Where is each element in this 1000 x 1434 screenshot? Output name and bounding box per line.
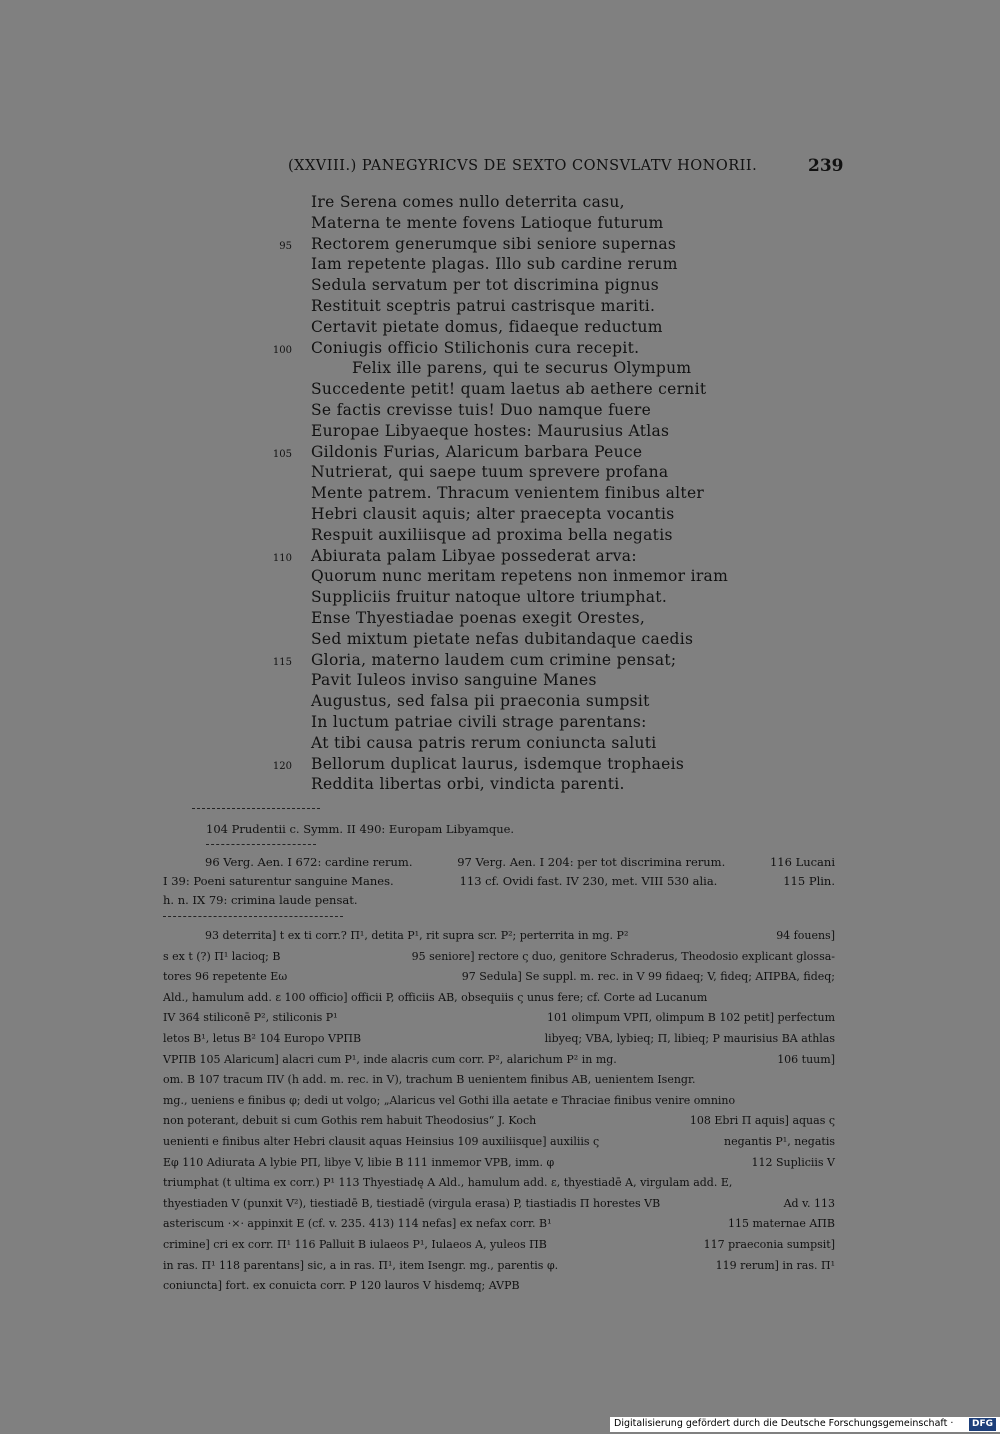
- verse-line: [0, 380, 1000, 401]
- apparatus-line: [163, 1011, 835, 1032]
- verse-text: Sedula servatum per tot discrimina pignus: [311, 276, 660, 295]
- source-line: [163, 874, 835, 893]
- apparatus-entry: 108 Ebri Π aquis] aquas ς: [689, 1114, 835, 1128]
- verse-text: Respuit auxiliisque ad proxima bella negatis: [311, 525, 673, 544]
- apparatus-line: [163, 1156, 835, 1177]
- footer-bar: [610, 1417, 1000, 1432]
- apparatus-entry: 101 olimpum VPΠ, olimpum B 102 petit] perfectum: [547, 1011, 835, 1025]
- source-note: 96 Verg. Aen. I 672: cardine rerum.: [205, 855, 413, 869]
- verse-line: [0, 318, 1000, 339]
- verse-text: Nutrierat, qui saepe tuum sprevere profana: [311, 463, 669, 482]
- page-header: [0, 158, 1000, 182]
- verse-line: [0, 463, 1000, 484]
- verse-line: [0, 526, 1000, 547]
- apparatus-line: [163, 1135, 835, 1156]
- verse-line: [0, 276, 1000, 297]
- verse-number: 105: [272, 448, 292, 460]
- apparatus-line: [163, 991, 835, 1012]
- apparatus-entry: letos B¹, letus B² 104 Europo VPΠB: [163, 1031, 362, 1045]
- source-line: [163, 855, 835, 874]
- verse-text: Felix ille parens, qui te securus Olympum: [352, 359, 692, 378]
- verse-number: 115: [272, 656, 292, 668]
- apparatus-line: [163, 1176, 835, 1197]
- verse-text: Pavit Iuleos inviso sanguine Manes: [311, 671, 597, 690]
- verse-number: 95: [279, 240, 292, 252]
- apparatus-entry: 106 tuum]: [777, 1052, 835, 1066]
- verse-text: Rectorem generumque sibi seniore supernas: [311, 234, 677, 253]
- running-title: (XXVIII.) PANEGYRICVS DE SEXTO CONSVLATV HONORII.: [288, 158, 758, 174]
- apparatus-line: [163, 1259, 835, 1280]
- source-note: 115 Plin.: [783, 874, 835, 888]
- separator-rule: [206, 844, 316, 845]
- verse-line: [0, 505, 1000, 526]
- verse-text: Succedente petit! quam laetus ab aethere cernit: [311, 380, 707, 399]
- apparatus-line: [163, 970, 835, 991]
- apparatus-entry: 95 seniore] rectore ς duo, genitore Schraderus, Theodosio explicant glossa-: [411, 949, 835, 963]
- verse-number: 120: [272, 760, 292, 772]
- verse-text: Ense Thyestiadae poenas exegit Orestes,: [311, 609, 646, 627]
- verse-line: [0, 609, 1000, 630]
- verse-text: Coniugis officio Stilichonis cura recepit.: [311, 338, 640, 357]
- apparatus-line: [163, 1094, 835, 1115]
- verse-text: Quorum nunc meritam repetens non inmemor iram: [311, 567, 729, 586]
- apparatus-entry: libyeq; VBA, lybieq; Π, libieq; P maurisius BA athlas: [544, 1031, 835, 1045]
- apparatus-line: [163, 950, 835, 971]
- verse-text: Sed mixtum pietate nefas dubitandaque caedis: [311, 629, 694, 648]
- funding-credit: Digitalisierung gefördert durch die Deutsche Forschungsgemeinschaft ·: [614, 1418, 954, 1429]
- apparatus-line: [163, 1114, 835, 1135]
- apparatus-entry: om. B 107 tracum ΠV (h add. m. rec. in V), trachum B uenientem finibus AB, uenientem Isengr.: [163, 1073, 696, 1087]
- verse-line: [0, 235, 1000, 256]
- verse-text: Bellorum duplicat laurus, isdemque trophaeis: [311, 754, 685, 773]
- apparatus-entry: negantis P¹, negatis: [724, 1134, 835, 1148]
- source-note: 116 Lucani: [769, 855, 835, 869]
- verse-line: [0, 297, 1000, 318]
- verse-text: At tibi causa patris rerum coniuncta saluti: [311, 733, 657, 752]
- apparatus-line: [163, 1073, 835, 1094]
- verse-text: Restituit sceptris patrui castrisque mariti.: [311, 297, 656, 315]
- verse-text: Gloria, materno laudem cum crimine pensat;: [311, 650, 677, 669]
- verse-line: [0, 359, 1000, 380]
- verse-text: Ire Serena comes nullo deterrita casu,: [311, 193, 625, 211]
- apparatus-entry: 94 fouens]: [776, 929, 835, 942]
- verse-line: [0, 692, 1000, 713]
- apparatus-entry: IV 364 stiliconē P², stiliconis P¹: [163, 1011, 338, 1025]
- verse-line: [0, 671, 1000, 692]
- apparatus-entry: non poterant, debuit si cum Gothis rem habuit Theodosius“ J. Koch: [163, 1114, 537, 1128]
- verse-line: [0, 755, 1000, 776]
- apparatus-entry: crimine] cri ex corr. Π¹ 116 Palluit B iulaeos P¹, Iulaeos A, yuleos ΠB: [163, 1237, 547, 1251]
- verse-line: [0, 339, 1000, 360]
- source-note: 113 cf. Ovidi fast. IV 230, met. VIII 530 alia.: [459, 874, 718, 888]
- apparatus-line: [163, 1197, 835, 1218]
- verse-line: [0, 713, 1000, 734]
- verse-text: Certavit pietate domus, fidaeque reductum: [311, 317, 663, 336]
- apparatus-line: [163, 1032, 835, 1053]
- verse-line: [0, 775, 1000, 796]
- apparatus-line: [163, 1238, 835, 1259]
- verse-text: Hebri clausit aquis; alter praecepta vocantis: [311, 505, 675, 523]
- verse-line: [0, 567, 1000, 588]
- apparatus-entry: mg., ueniens e finibus φ; dedi ut volgo; „Alaricus vel Gothi illa aetate e Thraciae finibus venire omnino: [163, 1093, 736, 1107]
- apparatus-entry: Ald., hamulum add. ε 100 officio] officii P, officiis AB, obsequiis ς unus fere; cf. Corte ad Lucanum: [163, 990, 708, 1004]
- verse-text: Se factis crevisse tuis! Duo namque fuere: [311, 401, 652, 419]
- apparatus-entry: 119 rerum] in ras. Π¹: [715, 1258, 835, 1272]
- source-note: h. n. IX 79: crimina laude pensat.: [163, 893, 358, 907]
- verse-text: Europae Libyaeque hostes: Maurusius Atlas: [311, 421, 670, 440]
- verse-line: [0, 255, 1000, 276]
- apparatus-entry: Eφ 110 Adiurata A lybie PΠ, libye V, libie B 111 inmemor VPB, imm. φ: [163, 1155, 555, 1169]
- apparatus-line: [163, 929, 835, 950]
- verse-text: Reddita libertas orbi, vindicta parenti.: [311, 775, 625, 794]
- separator-rule: [163, 916, 343, 917]
- verse-text: Augustus, sed falsa pii praeconia sumpsit: [311, 692, 650, 711]
- separator-rule: [192, 808, 320, 809]
- critical-apparatus: [163, 929, 835, 1300]
- apparatus-entry: triumphat (t ultima ex corr.) P¹ 113 Thyestiadę A Ald., hamulum add. ε, thyestiadē A, virgulam add. E,: [163, 1176, 733, 1190]
- verse-number: 100: [272, 344, 292, 356]
- verse-text: In luctum patriae civili strage parentans:: [311, 713, 647, 731]
- apparatus-entry: uenienti e finibus alter Hebri clausit aquas Heinsius 109 auxiliisque] auxiliis ς: [163, 1134, 600, 1148]
- apparatus-entry: 112 Supliciis V: [751, 1155, 835, 1169]
- apparatus-line: [163, 1217, 835, 1238]
- page-number: 239: [808, 156, 844, 176]
- apparatus-entry: Ad v. 113: [783, 1196, 835, 1210]
- source-note: 97 Verg. Aen. I 204: per tot discrimina rerum.: [457, 855, 726, 869]
- parallel-passages: 104 Prudentii c. Symm. II 490: Europam Libyamque.: [206, 822, 515, 836]
- verse-line: [0, 651, 1000, 672]
- apparatus-entry: VPΠB 105 Alaricum] alacri cum P¹, inde alacris cum corr. P², alarichum P² in mg.: [163, 1052, 617, 1066]
- source-notes: [163, 855, 835, 912]
- apparatus-entry: in ras. Π¹ 118 parentans] sic, a in ras. Π¹, item Isengr. mg., parentis φ.: [163, 1258, 559, 1272]
- verse-line: [0, 422, 1000, 443]
- verse-line: [0, 443, 1000, 464]
- verse-text: Materna te mente fovens Latioque futurum: [311, 213, 664, 232]
- apparatus-entry: thyestiaden V (punxit V²), tiestiadē B, tiestiadē (virgula erasa) P, tiastiadis Π horestes VB: [163, 1196, 661, 1210]
- dfg-logo-icon: DFG: [969, 1418, 996, 1431]
- source-line: [163, 893, 835, 912]
- apparatus-entry: 93 deterrita] t ex ti corr.? Π¹, detita P¹, rit supra scr. P²; perterrita in mg. P²: [205, 929, 629, 942]
- verse-line: [0, 484, 1000, 505]
- verse-text: Gildonis Furias, Alaricum barbara Peuce: [311, 442, 643, 461]
- verse-line: [0, 588, 1000, 609]
- apparatus-entry: tores 96 repetente Eω: [163, 970, 288, 984]
- apparatus-entry: s ex t (?) Π¹ lacioq; B: [163, 949, 281, 963]
- apparatus-line: [163, 1279, 835, 1300]
- apparatus-entry: coniuncta] fort. ex conuicta corr. P 120 lauros V hisdemq; AVPB: [163, 1279, 520, 1293]
- verse-line: [0, 401, 1000, 422]
- verse-line: [0, 630, 1000, 651]
- source-note: I 39: Poeni saturentur sanguine Manes.: [163, 874, 394, 888]
- verse-line: [0, 214, 1000, 235]
- apparatus-entry: asteriscum ·⨯· appinxit E (cf. v. 235. 413) 114 nefas] ex nefax corr. B¹: [163, 1217, 552, 1231]
- apparatus-entry: 115 maternae AΠB: [728, 1217, 835, 1231]
- verse-text: Mente patrem. Thracum venientem finibus alter: [311, 484, 705, 503]
- verse-line: [0, 193, 1000, 214]
- verse-number: 110: [272, 552, 292, 564]
- verse-line: [0, 547, 1000, 568]
- verse-text: Suppliciis fruitur natoque ultore triumphat.: [311, 588, 668, 607]
- verse-text: Iam repetente plagas. Illo sub cardine rerum: [311, 255, 678, 274]
- apparatus-entry: 97 Sedula] Se suppl. m. rec. in V 99 fidaeq; V, fideq; AΠPBA, fideq;: [461, 970, 835, 984]
- verse-text: Abiurata palam Libyae possederat arva:: [311, 546, 637, 565]
- apparatus-entry: 117 praeconia sumpsit]: [703, 1237, 835, 1251]
- verse-line: [0, 734, 1000, 755]
- apparatus-line: [163, 1053, 835, 1074]
